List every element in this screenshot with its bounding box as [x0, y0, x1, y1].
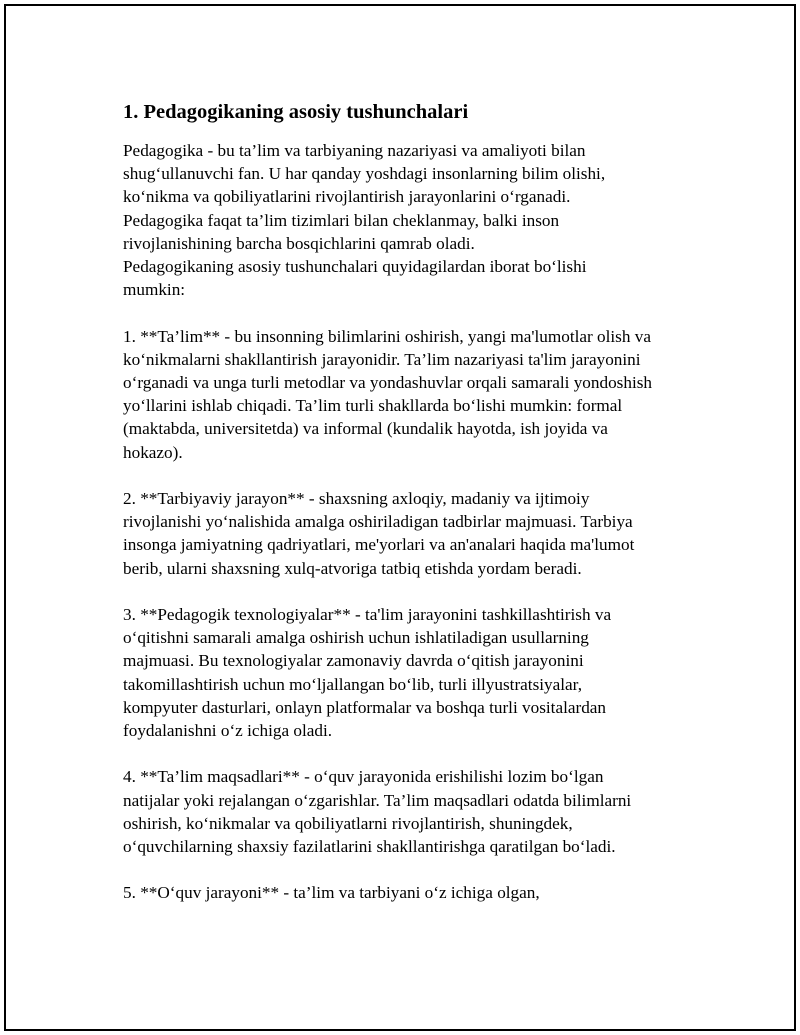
paragraph-gap	[121, 742, 711, 765]
list-item-oquv-jarayoni: 5. **O‘quv jarayoni** - ta’lim va tarbiyani o‘z ichiga olgan,	[123, 883, 540, 903]
list-item-pedagogik-texnologiyalar: 3. **Pedagogik texnologiyalar** - ta'lim jarayonini tashkillashtirish va o‘qitishni samarali amalga oshirish uchun ishlatiladigan usullarning majmuasi. Bu texnologiyalar zamonaviy davrda o‘qitish jarayonini takomillashtirish uchun mo‘ljallangan bo‘lib, turli illyustratsiyalar, kompyuter dasturlari, onlayn platformalar va boshqa turli vositalardan foydalanishni o‘z ichiga oladi.	[123, 605, 612, 741]
document-title: 1. Pedagogikaning asosiy tushunchalari	[123, 101, 469, 123]
paragraph-gap	[121, 858, 711, 881]
paragraph-gap	[121, 580, 711, 603]
list-item-talim-maqsadlari: 4. **Ta’lim maqsadlari** - o‘quv jarayonida erishilishi lozim bo‘lgan natijalar yoki rejalangan o‘zgarishlar. Ta’lim maqsadlari odatda bilimlarni oshirish, ko‘nikmalar va qobiliyatlarni rivojlantirish, shuningdek, o‘quvchilarning shaxsiy fazilatlarini shakllantirishga qaratilgan bo‘ladi.	[123, 767, 632, 857]
intro-paragraph: Pedagogika - bu ta’lim va tarbiyaning nazariyasi va amaliyoti bilan shug‘ullanuvchi fan. U har qanday yoshdagi insonlarning bilim olishi, ko‘nikma va qobiliyatlarini rivojlantirish jarayonlarini o‘rganadi. Pedagogika faqat ta’lim tizimlari bilan cheklanmay, balki inson rivojlanishining barcha bosqichlarini qamrab oladi. Pedagogikaning asosiy tushunchalari quyidagilardan iborat bo‘lishi mumkin:	[123, 141, 606, 300]
paragraph-gap	[121, 464, 711, 487]
document-body	[121, 99, 711, 905]
list-item-talim: 1. **Ta’lim** - bu insonning bilimlarini oshirish, yangi ma'lumotlar olish va ko‘nikmalarni shakllantirish jarayonidir. Ta’lim nazariyasi ta'lim jarayonini o‘rganadi va unga turli metodlar va yondashuvlar orqali samarali yondoshish yo‘llarini ishlab chiqadi. Ta’lim turli shakllarda bo‘lishi mumkin: formal (maktabda, universitetda) va informal (kundalik hayotda, ish joyida va hokazo).	[123, 326, 653, 462]
page-frame	[4, 4, 796, 1031]
list-item-tarbiyaviy-jarayon: 2. **Tarbiyaviy jarayon** - shaxsning axloqiy, madaniy va ijtimoiy rivojlanishi yo‘nalishida amalga oshiriladigan tadbirlar majmuasi. Tarbiya insonga jamiyatning qadriyatlari, me'yorlari va an'analari haqida ma'lumot berib, ularni shaxsning xulq-atvoriga tatbiq etishda yordam beradi.	[123, 489, 635, 578]
paragraph-gap	[121, 301, 711, 324]
